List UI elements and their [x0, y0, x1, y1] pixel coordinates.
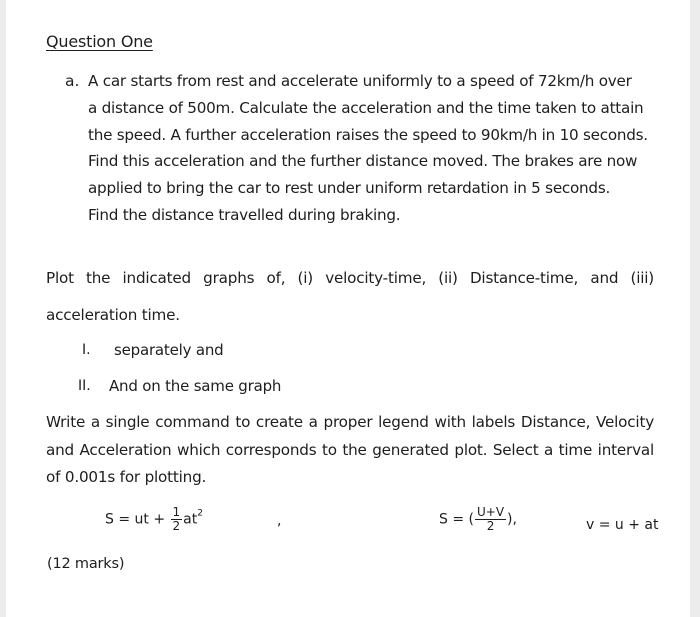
marks-label: (12 marks)	[47, 556, 125, 572]
part-a-line: a distance of 500m. Calculate the acceleration and the time taken to attain	[88, 98, 644, 117]
question-heading: Question One	[46, 32, 153, 51]
part-a-line: applied to bring the car to rest under uniform retardation in 5 seconds.	[88, 179, 611, 198]
fraction-denominator: 2	[172, 519, 181, 533]
fraction-numerator: 1	[172, 505, 181, 519]
formula-text: ),	[507, 511, 517, 528]
document-page	[6, 0, 690, 617]
part-a-line: the speed. A further acceleration raises the speed to 90km/h in 10 seconds.	[88, 125, 648, 144]
formula-displacement	[105, 506, 203, 533]
list-item-separately: separately and	[114, 341, 224, 359]
plot-line-1: Plot the indicated graphs of, (i) velocity-time, (ii) Distance-time, and (iii)	[46, 269, 654, 287]
list-number-2: II.	[78, 378, 91, 394]
part-a-line: A car starts from rest and accelerate uniformly to a speed of 72km/h over	[88, 72, 632, 90]
fraction	[475, 506, 506, 533]
plot-line-2: acceleration time.	[46, 306, 180, 324]
list-number-1: I.	[82, 342, 91, 358]
formula-text: S = ut +	[105, 511, 170, 528]
part-a-line: Find the distance travelled during braking.	[88, 205, 401, 224]
write-line: and Acceleration which corresponds to the generated plot. Select a time interval	[46, 440, 654, 459]
write-line: of 0.001s for plotting.	[46, 468, 207, 486]
fraction	[171, 506, 183, 533]
formula-separator: ,	[277, 513, 282, 529]
exponent: 2	[197, 508, 203, 519]
formula-text: S = (	[439, 511, 474, 528]
fraction-denominator: 2	[475, 519, 506, 533]
legend-instruction	[46, 409, 654, 492]
formula-average-velocity	[439, 506, 517, 533]
part-a-line: Find this acceleration and the further distance moved. The brakes are now	[88, 152, 638, 171]
fraction-numerator: U+V	[476, 505, 505, 519]
plot-instruction	[46, 263, 654, 330]
formula-text: at	[183, 511, 198, 528]
formula-velocity: v = u + at	[586, 517, 659, 533]
part-a-paragraph	[88, 68, 668, 229]
list-item-same-graph: And on the same graph	[109, 377, 282, 395]
write-line: Write a single command to create a proper legend with labels Distance, Velocity	[46, 413, 654, 431]
part-a-letter: a.	[65, 72, 80, 90]
